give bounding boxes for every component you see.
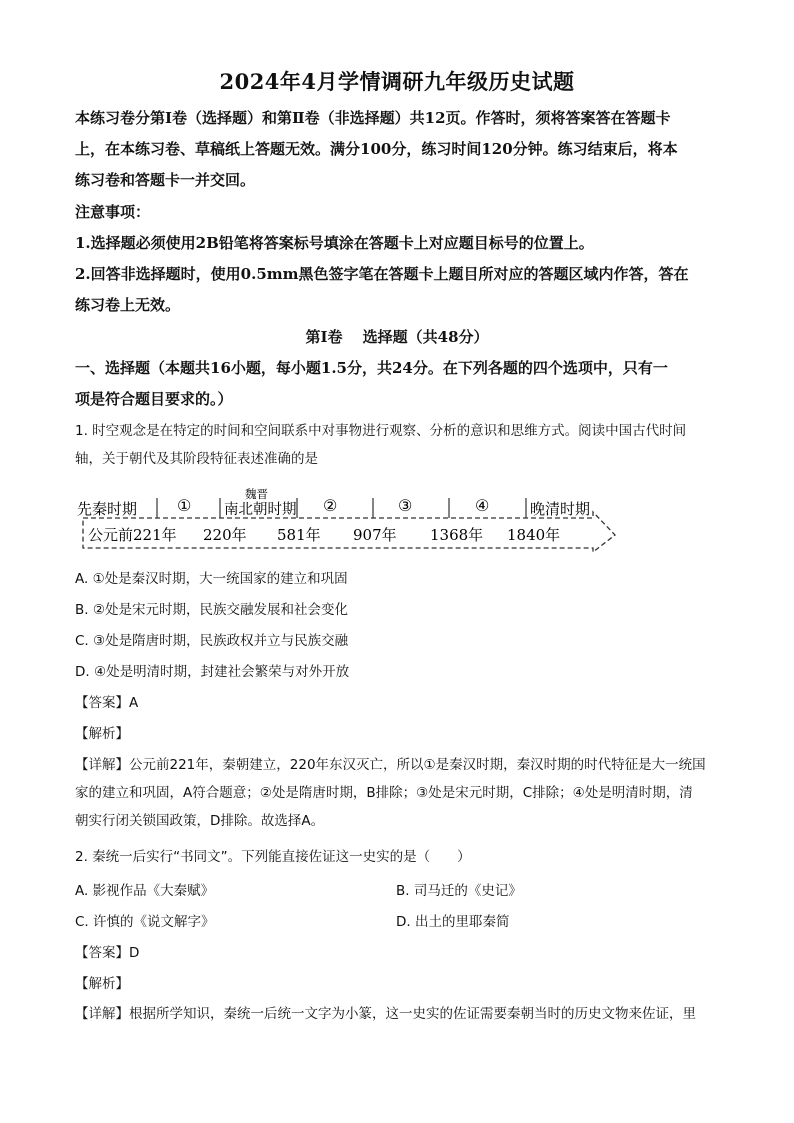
timeline-date: 220年 [203,526,247,544]
notes-item: 2.回答非选择题时，使用0.5mm黑色签字笔在答题卡上题目所对应的答题区域内作答，答在 [75,265,689,283]
notes-heading: 注意事项： [75,203,151,221]
section-instructions [75,353,721,415]
detail-line: 家的建立和巩固，A符合题意；②处是隋唐时期，B排除；③处是宋元时期，C排除；④处是明清时期，清 [75,785,693,801]
timeline-period: ④ [475,496,490,515]
section-heading: 第Ⅰ卷 选择题（共48分） [305,328,489,346]
timeline-date: 1368年 [430,526,484,544]
timeline-date: 1840年 [507,526,561,544]
instr-line: 项是符合题目要求的。） [75,390,233,408]
option-c: C. ③处是隋唐时期，民族政权并立与民族交融 [75,633,349,649]
timeline-period: ③ [398,496,413,515]
analysis-label: 【解析】 [75,726,129,742]
intro-line: 练习卷和答题卡一并交回。 [75,171,256,189]
question-1-stem [75,417,721,473]
option-b: B. 司马迁的《史记》 [396,883,522,899]
option-b: B. ②处是宋元时期，民族交融发展和社会变化 [75,602,348,618]
timeline-date: 581年 [277,526,321,544]
intro-line: 上，在本练习卷、草稿纸上答题无效。满分100分，练习时间120分钟。练习结束后，将本 [75,140,678,158]
question-2-detail: 【详解】根据所学知识，秦统一后统一文字为小篆，这一史实的佐证需要秦朝当时的历史文物来佐证，里 [75,1006,696,1022]
stem-line: 1. 时空观念是在特定的时间和空间联系中对事物进行观察、分析的意识和思维方式。阅读中国古代时间 [75,423,687,439]
option-a: A. 影视作品《大秦赋》 [75,883,215,899]
analysis-label: 【解析】 [75,976,129,992]
intro-paragraph [75,103,721,196]
answer-label: 【答案】D [75,945,140,961]
detail-line: 【详解】公元前221年，秦朝建立，220年东汉灭亡，所以①是秦汉时期，秦汉时期的时代特征是大一统国 [75,757,706,773]
question-1-detail [75,751,721,835]
timeline-date: 907年 [353,526,397,544]
question-2-stem: 2. 秦统一后实行“书同文”。下列能直接佐证这一史实的是（ ） [75,849,471,865]
timeline-date: 公元前221年 [88,526,177,544]
notes-item: 练习卷上无效。 [75,296,181,314]
option-d: D. 出土的里耶秦简 [396,914,510,930]
notes-block [75,197,721,321]
timeline-period: 晚清时期 [530,500,591,518]
timeline-period: ① [177,496,192,515]
detail-line: 朝实行闭关锁国政策，D排除。故选择A。 [75,813,325,829]
timeline-period-top: 魏晋 [245,487,268,501]
page-title: 2024年4月学情调研九年级历史试题 [219,69,575,94]
timeline-diagram [75,486,620,556]
intro-line: 本练习卷分第Ⅰ卷（选择题）和第Ⅱ卷（非选择题）共12页。作答时，须将答案答在答题卡 [75,109,671,127]
timeline-period: 南北朝时期 [224,502,297,518]
answer-label: 【答案】A [75,695,139,711]
notes-item: 1.选择题必须使用2B铅笔将答案标号填涂在答题卡上对应题目标号的位置上。 [75,234,594,252]
timeline-period: 先秦时期 [77,500,138,518]
option-d: D. ④处是明清时期，封建社会繁荣与对外开放 [75,664,350,680]
option-a: A. ①处是秦汉时期，大一统国家的建立和巩固 [75,571,348,587]
instr-line: 一、选择题（本题共16小题，每小题1.5分，共24分。在下列各题的四个选项中，只有一 [75,359,668,377]
option-c: C. 许慎的《说文解字》 [75,914,215,930]
timeline-period: ② [323,496,338,515]
stem-line: 轴，关于朝代及其阶段特征表述准确的是 [75,451,318,467]
